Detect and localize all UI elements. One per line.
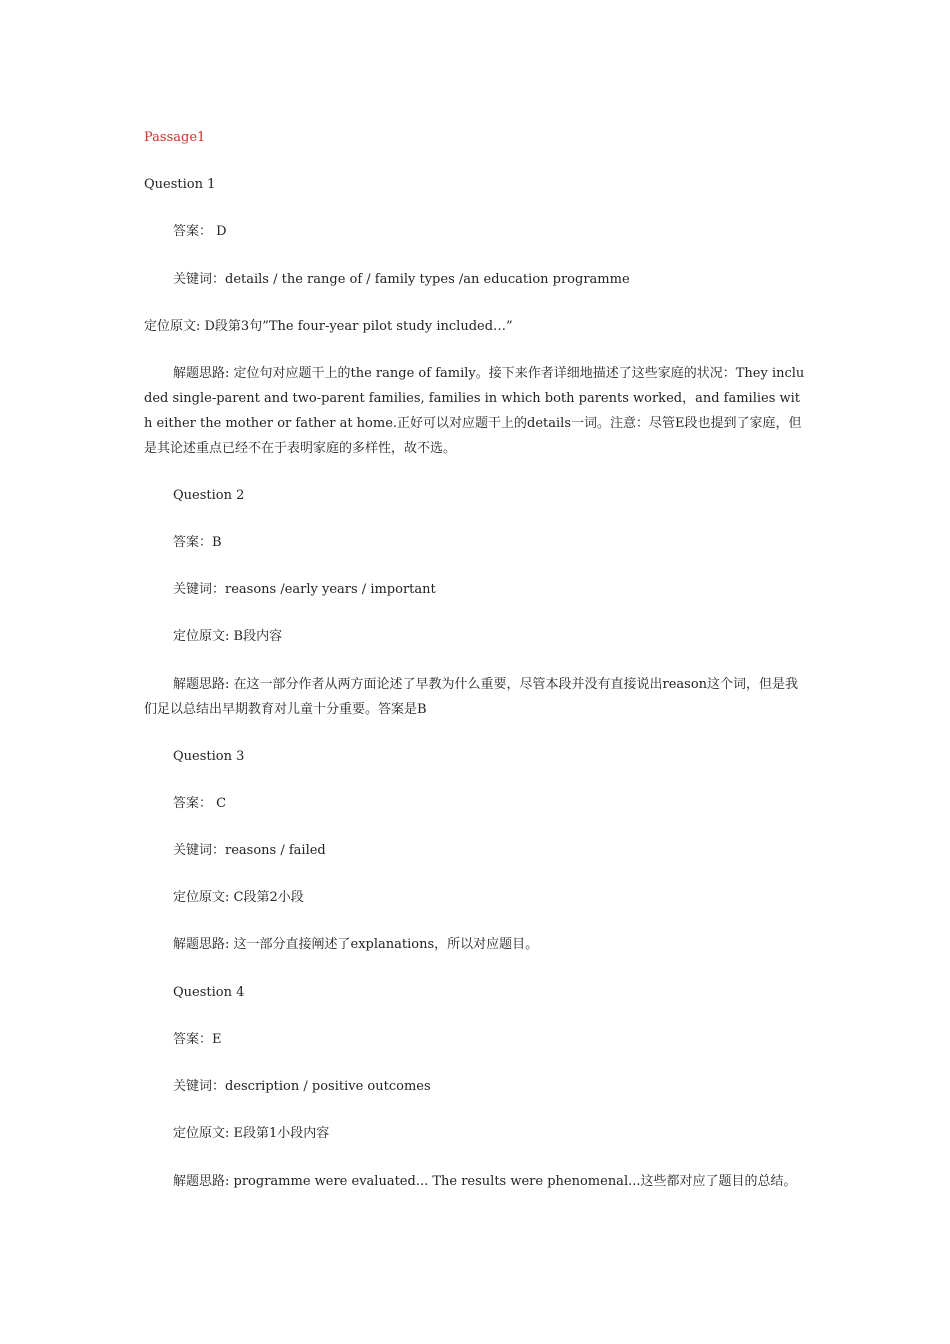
question-3-location: 定位原文: C段第2小段 [173, 890, 304, 905]
question-3-keywords: 关键词：reasons / failed [173, 843, 326, 858]
question-2-answer: 答案：B [173, 535, 222, 550]
question-1-location: 定位原文: D段第3句”The four-year pilot study included…” [144, 319, 513, 334]
question-4-reasoning: 解题思路: programme were evaluated... The results were phenomenal...这些都对应了题目的总结。 [173, 1174, 797, 1189]
question-1-reasoning: 解题思路: 定位句对应题干上的the range of family。接下来作者详细地描述了这些家庭的状况：They included single-parent and two-parent families, families in which both parents worked，and families with either the mother or father at home.正好可以对应题干上的details一词。注意：尽管E段也提到了家庭，但是其论述重点已经不在于表明家庭的多样性，故不选。 [144, 366, 805, 456]
question-1-heading: Question 1 [144, 177, 216, 192]
question-1-keywords: 关键词：details / the range of / family types /an education programme [173, 272, 630, 287]
question-4-answer: 答案：E [173, 1032, 222, 1047]
question-3-answer: 答案： C [173, 796, 227, 811]
question-4-heading: Question 4 [173, 985, 245, 1000]
question-1-answer: 答案： D [173, 224, 227, 239]
passage-title: Passage1 [144, 130, 206, 145]
question-2-reasoning: 解题思路: 在这一部分作者从两方面论述了早教为什么重要，尽管本段并没有直接说出reason这个词，但是我们足以总结出早期教育对儿童十分重要。答案是B [144, 677, 799, 717]
question-2-location: 定位原文: B段内容 [173, 629, 283, 644]
question-4-keywords: 关键词：description / positive outcomes [173, 1079, 431, 1094]
question-4-location: 定位原文: E段第1小段内容 [173, 1126, 330, 1141]
question-3-reasoning: 解题思路: 这一部分直接阐述了explanations，所以对应题目。 [173, 937, 539, 952]
question-2-heading: Question 2 [173, 488, 245, 503]
question-3-heading: Question 3 [173, 749, 245, 764]
question-2-keywords: 关键词：reasons /early years / important [173, 582, 436, 597]
